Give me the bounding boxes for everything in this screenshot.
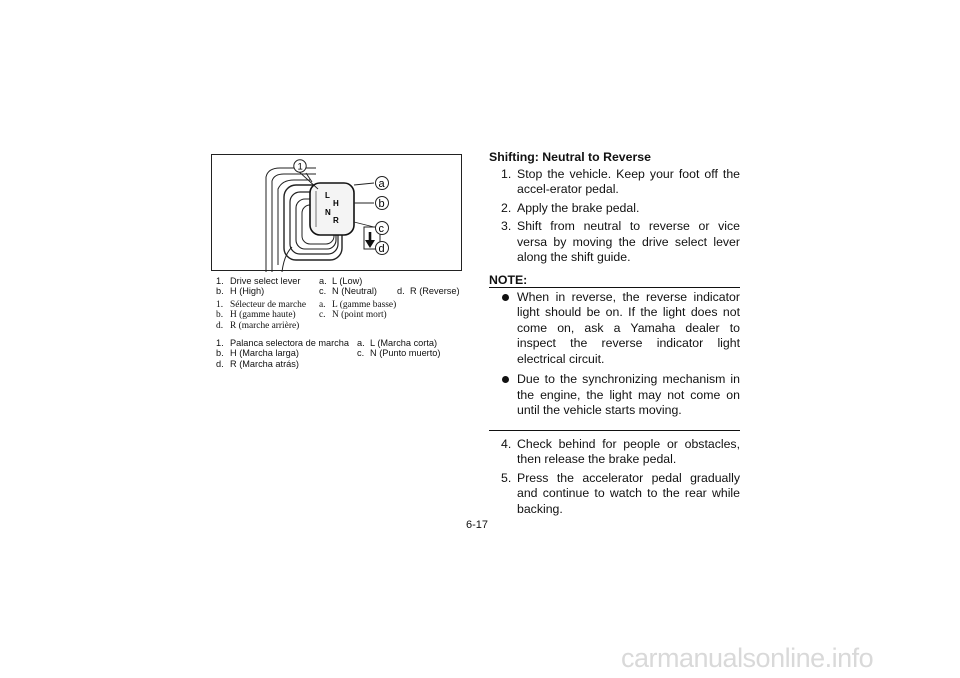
legend-key: 1. bbox=[216, 338, 224, 348]
bullet-icon bbox=[502, 376, 509, 383]
gate-label-r: R bbox=[333, 216, 339, 225]
legend-text: L (Marcha corta) bbox=[370, 338, 438, 348]
legend-key: 1. bbox=[216, 276, 224, 286]
legend-english-row bbox=[216, 276, 466, 286]
callout-d-label: d bbox=[378, 243, 385, 255]
legend-english bbox=[216, 276, 466, 297]
step-text: Shift from neutral to reverse or vice versa by moving the drive select lever along the shift guide. bbox=[517, 219, 740, 264]
step-number: 5. bbox=[501, 470, 512, 485]
legend-key: b. bbox=[216, 348, 224, 359]
legend-spanish-row bbox=[216, 359, 466, 369]
legend-text: H (gamme haute) bbox=[230, 310, 296, 321]
legend-text: H (High) bbox=[230, 286, 265, 297]
legend-key: d. bbox=[216, 358, 224, 369]
legend-french-row bbox=[216, 310, 466, 320]
note-bullet bbox=[489, 290, 740, 368]
legend-spanish bbox=[216, 338, 466, 369]
callout-1-label: 1 bbox=[297, 161, 303, 173]
legend-text: R (Marcha atrás) bbox=[230, 358, 299, 369]
step-4 bbox=[489, 437, 740, 468]
step-text: Apply the brake pedal. bbox=[517, 200, 640, 215]
legend-text: R (marche arrière) bbox=[230, 320, 300, 331]
note-text: Due to the synchronizing mechanism in the engine, the light may not come on until the vehicle starts moving. bbox=[517, 372, 740, 417]
step-1 bbox=[489, 167, 740, 198]
legend-key: a. bbox=[357, 338, 365, 348]
drive-select-lever-illustration bbox=[212, 155, 463, 272]
step-text: Stop the vehicle. Keep your foot off the accel-erator pedal. bbox=[517, 166, 740, 196]
legend-key: c. bbox=[319, 286, 327, 297]
page-number: 6-17 bbox=[466, 519, 489, 531]
legend-spanish-row bbox=[216, 338, 466, 348]
legend-french bbox=[216, 300, 466, 331]
note-bullet bbox=[489, 372, 740, 419]
legend-text: L (Low) bbox=[332, 276, 363, 286]
legend-key: b. bbox=[216, 286, 224, 297]
gate-label-l: L bbox=[325, 191, 330, 200]
watermark-text: carmanualsonline.info bbox=[621, 643, 874, 673]
legend-key: d. bbox=[397, 286, 405, 297]
step-number: 2. bbox=[501, 200, 512, 215]
legend-spanish-row bbox=[216, 348, 466, 358]
callout-b-label: b bbox=[378, 198, 385, 210]
note-text: When in reverse, the reverse indicator light should be on. If the light does not come on, ask a Yamaha dealer to inspect the reverse indicator light electrical circuit. bbox=[517, 289, 740, 366]
legend-text: R (Reverse) bbox=[410, 286, 460, 297]
legend-key: c. bbox=[357, 348, 365, 359]
section-heading: Shifting: Neutral to Reverse bbox=[489, 150, 651, 164]
legend-text: Palanca selectora de marcha bbox=[230, 338, 349, 348]
instruction-column bbox=[489, 150, 740, 520]
step-number: 4. bbox=[501, 436, 512, 451]
legend-english-row bbox=[216, 286, 466, 296]
legend-text: N (Neutral) bbox=[332, 286, 377, 297]
step-number: 1. bbox=[501, 166, 512, 181]
step-3 bbox=[489, 219, 740, 266]
note-label: NOTE: bbox=[489, 273, 740, 288]
step-number: 3. bbox=[501, 219, 512, 233]
bullet-icon bbox=[502, 294, 509, 301]
lever-figure bbox=[211, 154, 462, 271]
callout-a-label: a bbox=[378, 178, 385, 190]
legend-key: d. bbox=[216, 320, 224, 331]
legend-text: H (Marcha larga) bbox=[230, 348, 299, 359]
legend-french-row bbox=[216, 321, 466, 331]
legend-text: N (point mort) bbox=[332, 310, 387, 321]
legend-key: a. bbox=[319, 276, 327, 286]
gate-label-n: N bbox=[325, 208, 331, 217]
legend-text: Sélecteur de marche bbox=[230, 300, 306, 310]
legend-key: b. bbox=[216, 310, 224, 321]
note-box bbox=[489, 290, 740, 431]
legend-french-row bbox=[216, 300, 466, 310]
gate-label-h: H bbox=[333, 199, 339, 208]
callout-c-label: c bbox=[378, 223, 384, 235]
legend-text: L (gamme basse) bbox=[332, 300, 397, 310]
legend-key: a. bbox=[319, 300, 326, 310]
legend-text: Drive select lever bbox=[230, 276, 301, 286]
step-text: Check behind for people or obstacles, then release the brake pedal. bbox=[517, 436, 740, 466]
step-5 bbox=[489, 471, 740, 518]
legend-text: N (Punto muerto) bbox=[370, 348, 441, 359]
legend-key: 1. bbox=[216, 300, 224, 310]
step-2 bbox=[489, 201, 740, 217]
legend-key: c. bbox=[319, 310, 326, 321]
step-text: Press the accelerator pedal gradually and continue to watch to the rear while backing. bbox=[517, 470, 740, 516]
